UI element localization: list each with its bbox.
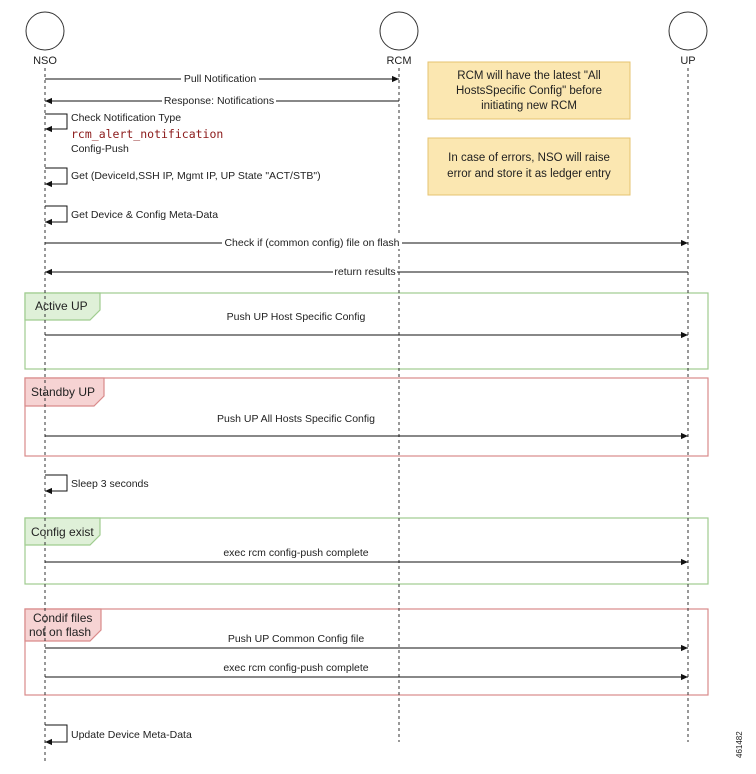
frame-config-not-on-flash-title-line2: not on flash [29,625,92,639]
self-call-update-meta [45,725,192,742]
message-push-all-hosts-specific-label: Push UP All Hosts Specific Config [217,413,375,425]
actor-rcm [380,12,418,67]
self-call-get-device-config-meta [45,206,218,222]
message-exec-complete-1 [45,547,688,562]
frame-active-up [25,293,708,369]
message-check-common-config-label: Check if (common config) file on flash [224,237,400,249]
message-exec-complete-2-label: exec rcm config-push complete [223,662,369,674]
note2-line1: In case of errors, NSO will raise [448,152,610,164]
note2-line2: error and store it as ledger entry [447,168,611,180]
check-notification-type-label: Check Notification Type [71,112,182,124]
message-response-notifications [45,93,399,107]
note-error-ledger [428,138,630,195]
note1-line1: RCM will have the latest "All [457,70,601,82]
actor-rcm-label: RCM [386,55,412,67]
actor-up [669,12,707,67]
frame-active-up-title: Active UP [35,299,88,313]
message-push-common-config-label: Push UP Common Config file [227,633,365,645]
figure-id: 461482 [735,731,744,758]
frame-config-not-on-flash [25,609,708,695]
get-device-config-meta-label: Get Device & Config Meta-Data [71,209,219,221]
message-push-host-specific [45,311,688,335]
update-meta-label: Update Device Meta-Data [71,729,192,741]
message-check-common-config [45,235,688,249]
note1-line2: HostsSpecific Config" before [456,85,602,97]
message-push-common-config [45,633,688,648]
actor-nso-label: NSO [33,55,57,67]
message-pull-notification [45,71,399,85]
frame-config-exist-title: Config exist [31,525,94,539]
message-pull-notification-label: Pull Notification [183,73,257,85]
note-rcm-latest-config [428,62,630,119]
rcm-alert-notification-code: rcm_alert_notification [71,127,224,141]
frame-standby-up-title: Standby UP [31,385,96,399]
message-push-host-specific-label: Push UP Host Specific Config [226,311,366,323]
actor-up-label: UP [680,55,696,67]
self-call-sleep [45,475,149,491]
message-response-notifications-label: Response: Notifications [163,95,275,107]
message-return-results-label: return results [334,266,396,278]
self-call-get-device-info [45,168,321,184]
message-push-all-hosts-specific [45,413,688,436]
self-call-check-notification-type [45,114,67,129]
config-push-label: Config-Push [71,143,129,155]
note1-line3: initiating new RCM [481,100,577,112]
get-device-info-label: Get (DeviceId,SSH IP, Mgmt IP, UP State "ACT/STB") [71,170,321,182]
actor-nso [26,12,64,67]
message-return-results [45,264,688,278]
message-exec-complete-2 [45,662,688,677]
sleep-label: Sleep 3 seconds [71,478,149,490]
message-exec-complete-1-label: exec rcm config-push complete [223,547,369,559]
frame-config-not-on-flash-title-line1: Condif files [33,611,93,625]
